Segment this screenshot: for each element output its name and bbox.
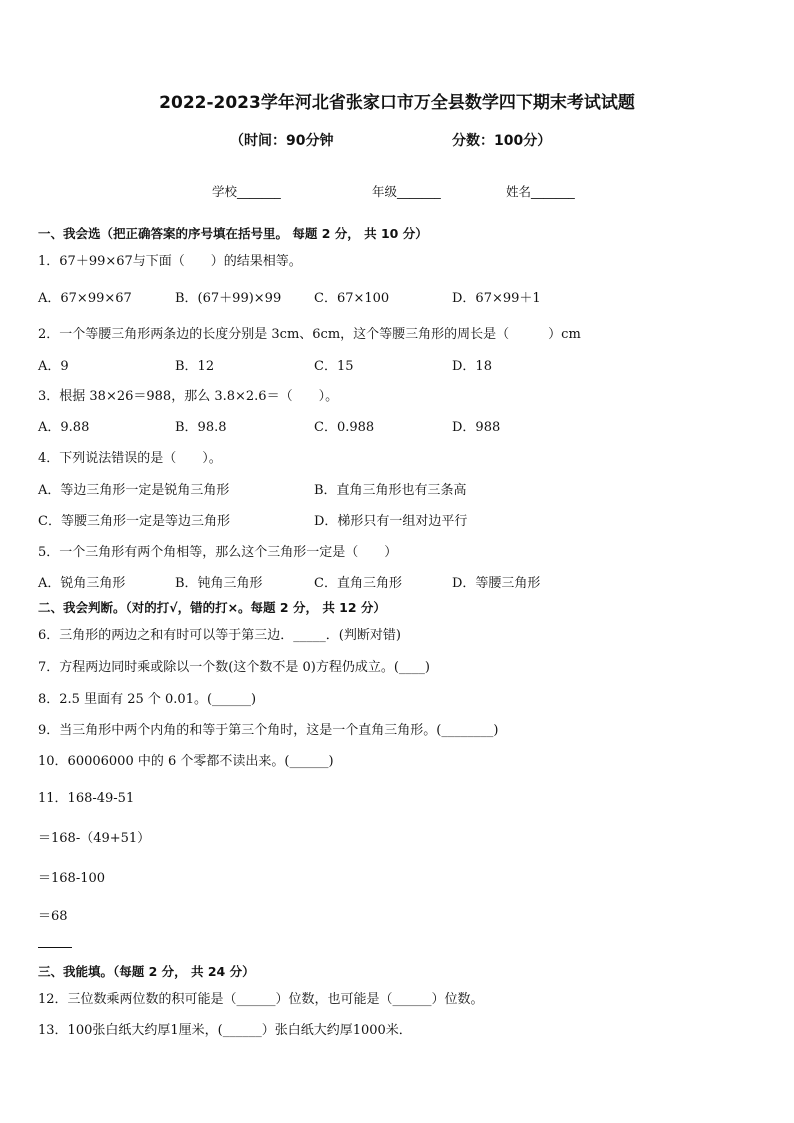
q5-option-a: A．锐角三角形 bbox=[38, 576, 126, 591]
school-field: 学校_______ bbox=[212, 184, 281, 199]
q1-option-b: B．(67＋99)×99 bbox=[175, 291, 282, 306]
name-field: 姓名_______ bbox=[506, 184, 575, 199]
q2-option-c: C．15 bbox=[314, 359, 354, 374]
q2-option-d: D．18 bbox=[452, 359, 492, 374]
question-4: 4．下列说法错误的是（ ）。 bbox=[38, 451, 222, 466]
q1-option-a: A．67×99×67 bbox=[38, 291, 132, 306]
question-10: 10．60006000 中的 6 个零都不读出来。(______) bbox=[38, 754, 334, 769]
question-8: 8．2.5 里面有 25 个 0.01。(______) bbox=[38, 692, 257, 707]
page-title: 2022-2023学年河北省张家口市万全县数学四下期末考试试题 bbox=[159, 93, 635, 113]
q4-option-a: A．等边三角形一定是锐角三角形 bbox=[38, 483, 230, 498]
question-5: 5．一个三角形有两个角相等，那么这个三角形一定是（ ） bbox=[38, 545, 398, 560]
question-11-line-1: 11．168-49-51 bbox=[38, 791, 135, 806]
question-11-line-2: ＝168-（49+51） bbox=[38, 831, 151, 846]
q2-option-b: B．12 bbox=[175, 359, 215, 374]
q5-option-b: B．钝角三角形 bbox=[175, 576, 263, 591]
question-1: 1．67＋99×67与下面（ ）的结果相等。 bbox=[38, 254, 302, 269]
question-11-line-4: ＝68 bbox=[38, 909, 68, 924]
q5-option-d: D．等腰三角形 bbox=[452, 576, 541, 591]
question-11-line-3: ＝168-100 bbox=[38, 871, 106, 886]
question-12: 12．三位数乘两位数的积可能是（______）位数，也可能是（______）位数。 bbox=[38, 992, 484, 1007]
q3-option-d: D．988 bbox=[452, 420, 501, 435]
q3-option-b: B．98.8 bbox=[175, 420, 227, 435]
q4-option-c: C．等腰三角形一定是等边三角形 bbox=[38, 514, 230, 529]
question-2: 2．一个等腰三角形两条边的长度分别是 3cm、6cm，这个等腰三角形的周长是（ ）cm bbox=[38, 327, 581, 342]
q4-option-b: B．直角三角形也有三条高 bbox=[314, 483, 467, 498]
question-7: 7．方程两边同时乘或除以一个数(这个数不是 0)方程仍成立。(____) bbox=[38, 660, 430, 675]
exam-score: 分数：100分） bbox=[452, 133, 552, 149]
q4-option-d: D．梯形只有一组对边平行 bbox=[314, 514, 468, 529]
question-13: 13．100张白纸大约厚1厘米，(______）张白纸大约厚1000米． bbox=[38, 1023, 412, 1038]
question-6: 6．三角形的两边之和有时可以等于第三边．_____．(判断对错) bbox=[38, 628, 401, 643]
question-9: 9．当三角形中两个内角的和等于第三个角时，这是一个直角三角形。(________) bbox=[38, 723, 499, 738]
section-heading-judge: 二、我会判断。（对的打√，错的打×。每题 2 分， 共 12 分） bbox=[38, 600, 386, 615]
grade-field: 年级_______ bbox=[372, 184, 441, 199]
q3-option-c: C．0.988 bbox=[314, 420, 375, 435]
q1-option-d: D．67×99＋1 bbox=[452, 291, 541, 306]
section-heading-choice: 一、我会选（把正确答案的序号填在括号里。 每题 2 分， 共 10 分） bbox=[38, 226, 428, 241]
q1-option-c: C．67×100 bbox=[314, 291, 390, 306]
q5-option-c: C．直角三角形 bbox=[314, 576, 402, 591]
question-11-answer-blank bbox=[38, 947, 72, 948]
exam-time: （时间：90分钟 bbox=[230, 133, 334, 149]
q2-option-a: A．9 bbox=[38, 359, 69, 374]
q3-option-a: A．9.88 bbox=[38, 420, 90, 435]
section-heading-fill: 三、我能填。（每题 2 分， 共 24 分） bbox=[38, 964, 255, 979]
question-3: 3．根据 38×26＝988，那么 3.8×2.6＝（ ）。 bbox=[38, 389, 339, 404]
